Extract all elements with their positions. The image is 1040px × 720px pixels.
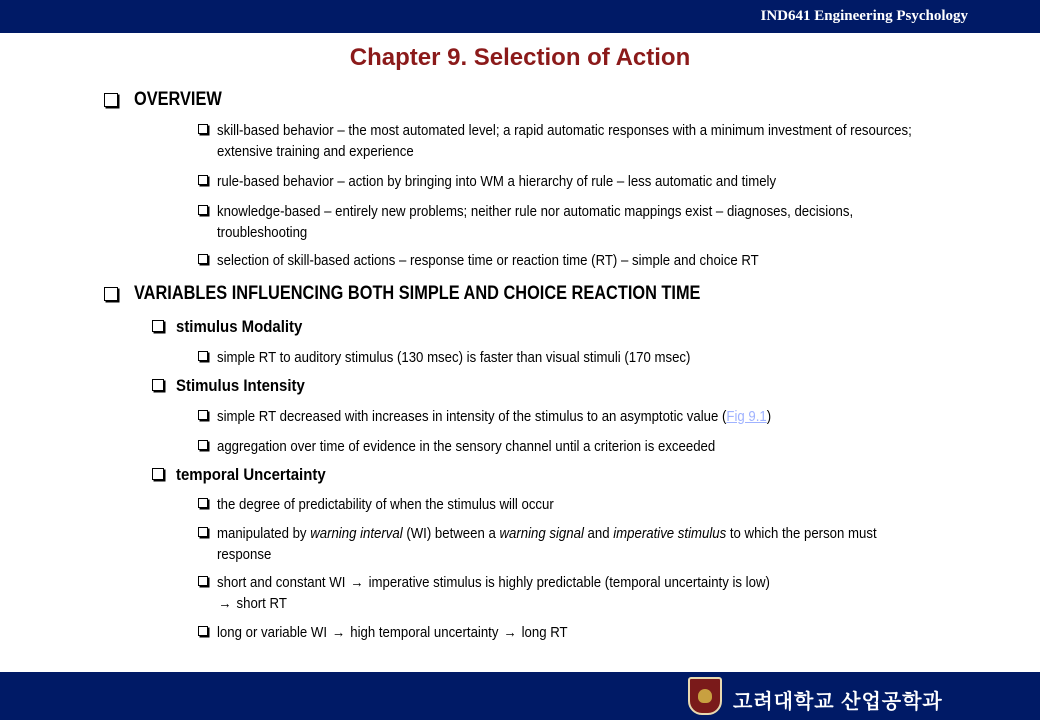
course-title: IND641 Engineering Psychology <box>760 8 968 24</box>
text-run: simple RT decreased with increases in intensity of the stimulus to an asymptotic value ( <box>217 408 727 425</box>
checkbox-bullet-icon <box>198 124 208 134</box>
checkbox-bullet-icon <box>198 351 208 361</box>
checkbox-bullet-icon <box>198 254 208 264</box>
text-run: short RT <box>232 595 287 612</box>
list-item <box>198 523 1017 565</box>
list-item <box>198 347 1017 368</box>
list-item-text: the degree of predictability of when the stimulus will occur <box>217 496 554 513</box>
list-item-text <box>217 572 921 614</box>
text-run: short and constant WI <box>217 574 350 591</box>
list-item-text <box>217 406 921 427</box>
right-arrow-icon: → <box>350 574 364 591</box>
list-item-text <box>217 622 921 643</box>
list-item <box>198 250 1017 271</box>
term-warning-signal: warning signal <box>499 525 584 542</box>
checkbox-bullet-icon <box>198 527 208 537</box>
list-item-text: selection of skill-based actions – response time or reaction time (RT) – simple and choice RT <box>217 252 759 269</box>
right-arrow-icon: → <box>503 624 517 641</box>
right-arrow-icon: → <box>332 624 346 641</box>
text-run: ) <box>766 408 772 425</box>
list-item-text <box>217 523 921 565</box>
list-item <box>198 120 1017 162</box>
term-imperative-stimulus: imperative stimulus <box>613 525 727 542</box>
subsection-modality <box>152 316 320 337</box>
list-item-text: simple RT to auditory stimulus (130 msec) is faster than visual stimuli (170 msec) <box>217 349 691 366</box>
list-item <box>198 572 1017 614</box>
subsection-intensity <box>152 375 322 396</box>
checkbox-bullet-icon <box>104 93 118 107</box>
checkbox-bullet-icon <box>104 287 118 301</box>
checkbox-bullet-icon <box>198 410 208 420</box>
checkbox-bullet-icon <box>152 468 164 480</box>
checkbox-bullet-icon <box>198 626 208 636</box>
list-item <box>198 171 1017 192</box>
section-variables <box>104 282 793 306</box>
slide-title: Chapter 9. Selection of Action <box>349 44 691 71</box>
department-name: 고려대학교 산업공학과 <box>733 691 943 713</box>
list-item <box>198 622 1017 643</box>
section-overview <box>104 88 236 112</box>
text-run: high temporal uncertainty <box>346 624 503 641</box>
header-bar <box>0 0 1040 33</box>
subsection-heading: stimulus Modality <box>176 317 303 336</box>
checkbox-bullet-icon <box>198 205 208 215</box>
text-run: long RT <box>517 624 568 641</box>
list-item <box>198 201 1017 243</box>
section-heading: VARIABLES INFLUENCING BOTH SIMPLE AND CHOICE REACTION TIME <box>134 283 701 304</box>
text-run: (WI) between a <box>402 525 500 542</box>
right-arrow-icon: → <box>218 595 232 612</box>
university-crest-icon <box>688 677 722 715</box>
list-item <box>198 494 1017 515</box>
checkbox-bullet-icon <box>198 498 208 508</box>
text-run: to which the person must response <box>217 525 877 563</box>
list-item-text: rule-based behavior – action by bringing into WM a hierarchy of rule – less automatic and timely <box>217 173 777 190</box>
text-run: manipulated by <box>217 525 311 542</box>
checkbox-bullet-icon <box>152 320 164 332</box>
subsection-temporal <box>152 464 346 485</box>
subsection-heading: Stimulus Intensity <box>176 376 305 395</box>
fig-9-1-link[interactable]: Fig 9.1 <box>726 408 767 425</box>
checkbox-bullet-icon <box>152 379 164 391</box>
list-item <box>198 436 1017 457</box>
checkbox-bullet-icon <box>198 576 208 586</box>
list-item-text: aggregation over time of evidence in the sensory channel until a criterion is exceeded <box>217 438 716 455</box>
text-run: long or variable WI <box>217 624 331 641</box>
list-item-text: skill-based behavior – the most automated level; a rapid automatic responses with a minimum investment of resources; extensive training and experience <box>217 122 912 160</box>
text-run: imperative stimulus is highly predictable (temporal uncertainty is low) <box>364 574 770 591</box>
checkbox-bullet-icon <box>198 440 208 450</box>
term-warning-interval: warning interval <box>310 525 403 542</box>
checkbox-bullet-icon <box>198 175 208 185</box>
list-item-text: knowledge-based – entirely new problems; neither rule nor automatic mappings exist – diagnoses, decisions, troubleshooting <box>217 203 854 241</box>
subsection-heading: temporal Uncertainty <box>176 465 326 484</box>
list-item <box>198 406 1017 427</box>
section-heading: OVERVIEW <box>134 89 222 110</box>
text-run: and <box>583 525 614 542</box>
